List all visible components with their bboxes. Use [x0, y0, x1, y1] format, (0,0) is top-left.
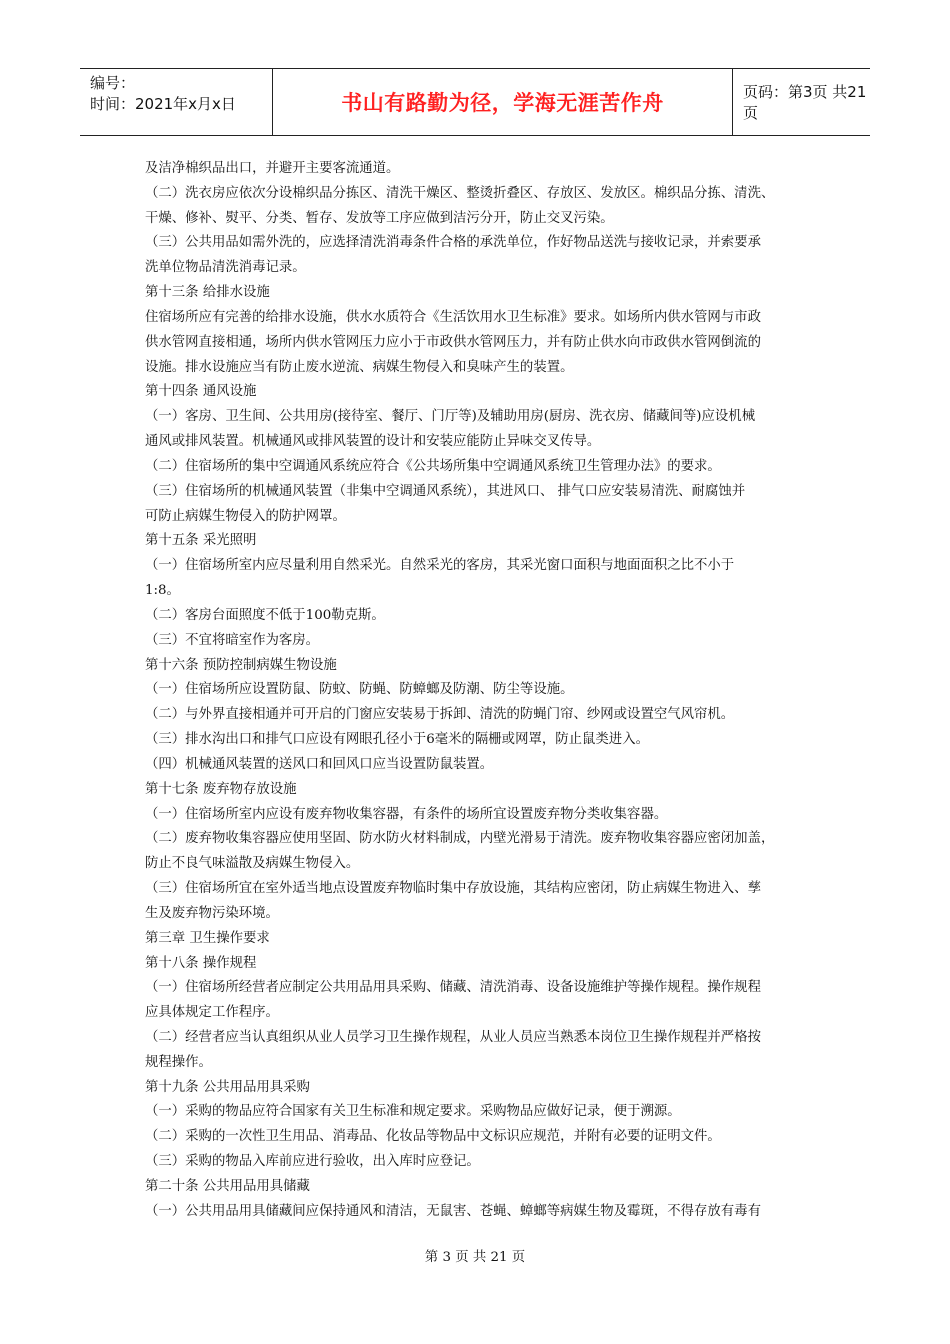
text-line: （一）采购的物品应符合国家有关卫生标准和规定要求。采购物品应做好记录，便于溯源。	[145, 1104, 681, 1120]
text-line: （二）客房台面照度不低于100勒克斯。	[145, 607, 385, 623]
text-line: （三）排水沟出口和排气口应设有网眼孔径小于6毫米的隔栅或网罩，防止鼠类进入。	[145, 732, 649, 748]
text-line: 第二十条 公共用品用具储藏	[145, 1178, 310, 1194]
text-line: 设施。排水设施应当有防止废水逆流、病媒生物侵入和臭味产生的装置。	[145, 359, 574, 375]
text-line: 干燥、修补、熨平、分类、暂存、发放等工序应做到洁污分开，防止交叉污染。	[145, 210, 614, 226]
text-line: （二）采购的一次性卫生用品、消毒品、化妆品等物品中文标识应规范，并附有必要的证明文件。	[145, 1129, 721, 1145]
text-line: （一）住宿场所室内应设有废弃物收集容器，有条件的场所宜设置废弃物分类收集容器。	[145, 806, 668, 822]
text-line: （一）住宿场所经营者应制定公共用品用具采购、储藏、清洗消毒、设备设施维护等操作规程。操作规程	[145, 980, 761, 996]
text-line: 防止不良气味溢散及病媒生物侵入。	[145, 856, 360, 872]
text-line: （三）不宜将暗室作为客房。	[145, 632, 320, 648]
text-line: 第十五条 采光照明	[145, 533, 257, 549]
text-line: 生及废弃物污染环境。	[145, 905, 279, 921]
text-line: （二）废弃物收集容器应使用坚固、防水防火材料制成，内壁光滑易于清洗。废弃物收集容器应密闭加盖，	[145, 831, 775, 847]
document-number-label: 编号：	[90, 74, 136, 92]
text-line: （四）机械通风装置的送风口和回风口应当设置防鼠装置。	[145, 756, 494, 772]
text-line: 第十三条 给排水设施	[145, 285, 270, 301]
document-body	[145, 157, 815, 1225]
text-line: （三）公共用品如需外洗的，应选择清洗消毒条件合格的承洗单位，作好物品送洗与接收记录，并索要承	[145, 235, 761, 251]
text-line: （三）采购的物品入库前应进行验收，出入库时应登记。	[145, 1154, 480, 1170]
text-line: 第三章 卫生操作要求	[145, 930, 270, 946]
text-line: 规程操作。	[145, 1054, 212, 1070]
text-line: 应具体规定工作程序。	[145, 1005, 279, 1021]
text-line: 供水管网直接相通，场所内供水管网压力应小于市政供水管网压力，并有防止供水向市政供水管网倒流的	[145, 334, 761, 350]
text-line: （一）住宿场所室内应尽量利用自然采光。自然采光的客房，其采光窗口面积与地面面积之比不小于	[145, 558, 735, 574]
text-line: （二）经营者应当认真组织从业人员学习卫生操作规程，从业人员应当熟悉本岗位卫生操作规程并严格按	[145, 1029, 761, 1045]
text-line: 及洁净棉织品出口，并避开主要客流通道。	[145, 161, 400, 176]
text-line: （三）住宿场所宜在室外适当地点设置废弃物临时集中存放设施，其结构应密闭，防止病媒生物进入、孳	[145, 881, 761, 897]
text-line: （三）住宿场所的机械通风装置（非集中空调通风系统），其进风口、 排气口应安装易清洗、耐腐蚀并	[145, 483, 746, 499]
text-line: 第十六条 预防控制病媒生物设施	[145, 657, 337, 673]
text-line: （二）与外界直接相通并可开启的门窗应安装易于拆卸、清洗的防蝇门帘、纱网或设置空气风帘机。	[145, 707, 735, 723]
text-line: （二）洗衣房应依次分设棉织品分拣区、清洗干燥区、整烫折叠区、存放区、发放区。棉织品分拣、清洗、	[145, 185, 775, 201]
header-meta	[80, 69, 273, 135]
text-line: 第十七条 废弃物存放设施	[145, 781, 297, 797]
text-line: 第十九条 公共用品用具采购	[145, 1079, 310, 1095]
text-line: 第十八条 操作规程	[145, 955, 257, 971]
text-line: 第十四条 通风设施	[145, 384, 257, 400]
text-line: 可防止病媒生物侵入的防护网罩。	[145, 508, 346, 524]
text-line: （一）客房、卫生间、公共用房(接待室、餐厅、门厅等)及辅助用房(厨房、洗衣房、储藏间等)应设机械	[145, 409, 756, 425]
page-header	[80, 68, 870, 136]
text-line: 1:8。	[145, 583, 180, 599]
text-line: （一）住宿场所应设置防鼠、防蚊、防蝇、防蟑螂及防潮、防尘等设施。	[145, 682, 574, 698]
header-motto: 书山有路勤为径，学海无涯苦作舟	[273, 69, 733, 135]
text-line: 通风或排风装置。机械通风或排风装置的设计和安装应能防止异味交叉传导。	[145, 434, 601, 450]
header-page-info: 页码：第3页 共21页	[743, 83, 867, 122]
document-time-label: 时间：2021年x月x日	[90, 95, 236, 113]
text-line: 住宿场所应有完善的给排水设施，供水水质符合《生活饮用水卫生标准》要求。如场所内供水管网与市政	[145, 309, 761, 325]
text-line: （一）公共用品用具储藏间应保持通风和清洁，无鼠害、苍蝇、蟑螂等病媒生物及霉斑，不得存放有毒有	[145, 1203, 761, 1219]
text-line: （二）住宿场所的集中空调通风系统应符合《公共场所集中空调通风系统卫生管理办法》的要求。	[145, 458, 721, 474]
page-footer: 第 3 页 共 21 页	[424, 1250, 526, 1265]
text-line: 洗单位物品清洗消毒记录。	[145, 260, 306, 276]
